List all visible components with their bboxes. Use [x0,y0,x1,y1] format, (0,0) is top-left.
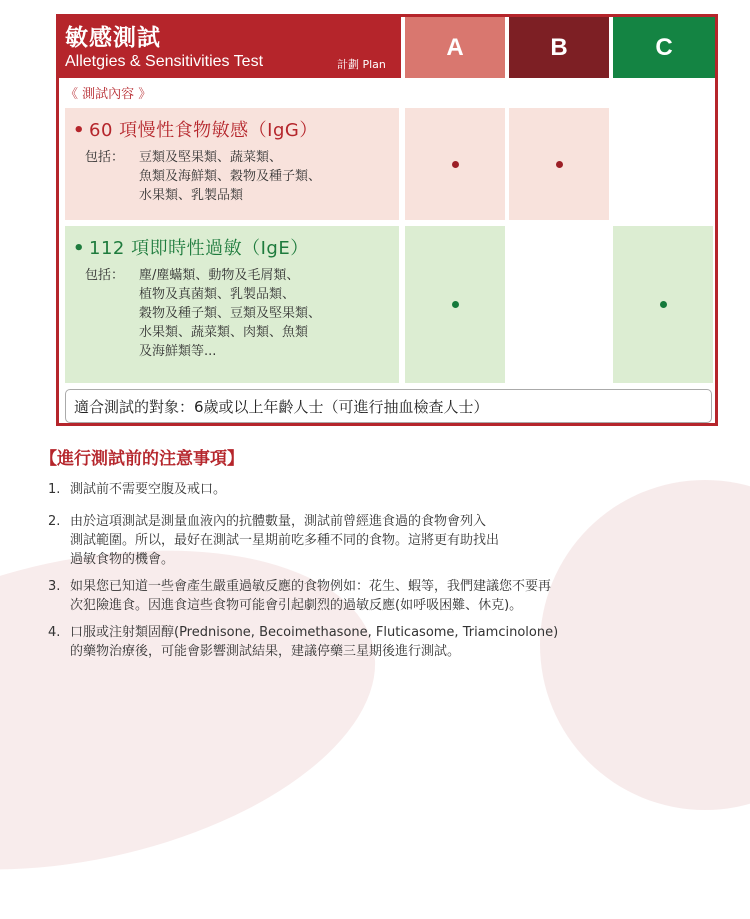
notes-list [48,480,728,669]
list-item: 2. 由於這項測試是測量血液內的抗體數量，測試前曾經進食過的食物會列入 測試範圍。所以，最好在測試一星期前吃多種不同的食物。這將更有助找出 過敏食物的機會。 [48,514,500,567]
included-dot-icon [452,301,459,308]
card-header [59,17,401,78]
igg-plan-a-cell [405,108,505,220]
target-audience: 適合測試的對象：6歲或以上年齡人士（可進行抽血檢查人士） [65,389,712,423]
test-row-ige [65,226,399,383]
title-english: Alletgies & Sensitivities Test [65,53,264,70]
test-title: • 112 項即時性過敏（IgE） [73,238,309,259]
notes-title: 【進行測試前的注意事項】 [40,449,244,469]
ige-plan-c-cell [613,226,713,383]
test-title: • 60 項慢性食物敏感（IgG） [73,120,318,141]
test-row-igg [65,108,399,220]
include-label: 包括： [85,150,125,165]
plan-a-header: A [405,17,505,78]
include-list: 豆類及堅果類、蔬菜類、 魚類及海鮮類、穀物及種子類、 水果類、乳製品類 [139,150,322,203]
test-includes [73,266,399,361]
plan-b-header: B [509,17,609,78]
list-item: 3. 如果您已知道一些會產生嚴重過敏反應的食物例如：花生、蝦等，我們建議您不要再 次犯險進食。因進食這些食物可能會引起劇烈的過敏反應(如呼吸困難、休克)。 [48,579,552,613]
included-dot-icon [452,161,459,168]
include-label: 包括： [85,268,125,283]
ige-plan-a-cell [405,226,505,383]
list-item: 4. 口服或注射類固醇(Prednisone, Becoimethasone, Fluticasome, Triamcinolone) 的藥物治療後，可能會影響測試結果，建議停藥三星期後進行測試。 [48,625,559,659]
section-label: 《 測試內容 》 [65,87,152,102]
list-item: 1. 測試前不需要空腹及戒口。 [48,482,227,497]
bullet-icon: • [73,120,86,141]
include-list: 塵/塵蟎類、動物及毛屑類、 植物及真菌類、乳製品類、 穀物及種子類、豆類及堅果類、 水果類、蔬菜類、肉類、魚類 及海鮮類等... [139,268,322,359]
test-plan-card [56,14,718,426]
plan-c-header: C [613,17,715,78]
included-dot-icon [556,161,563,168]
test-includes [73,148,399,205]
included-dot-icon [660,301,667,308]
igg-plan-b-cell [509,108,609,220]
plan-label: 計劃 Plan [337,58,386,71]
title-chinese: 敏感測試 [65,25,161,51]
bullet-icon: • [73,238,86,259]
